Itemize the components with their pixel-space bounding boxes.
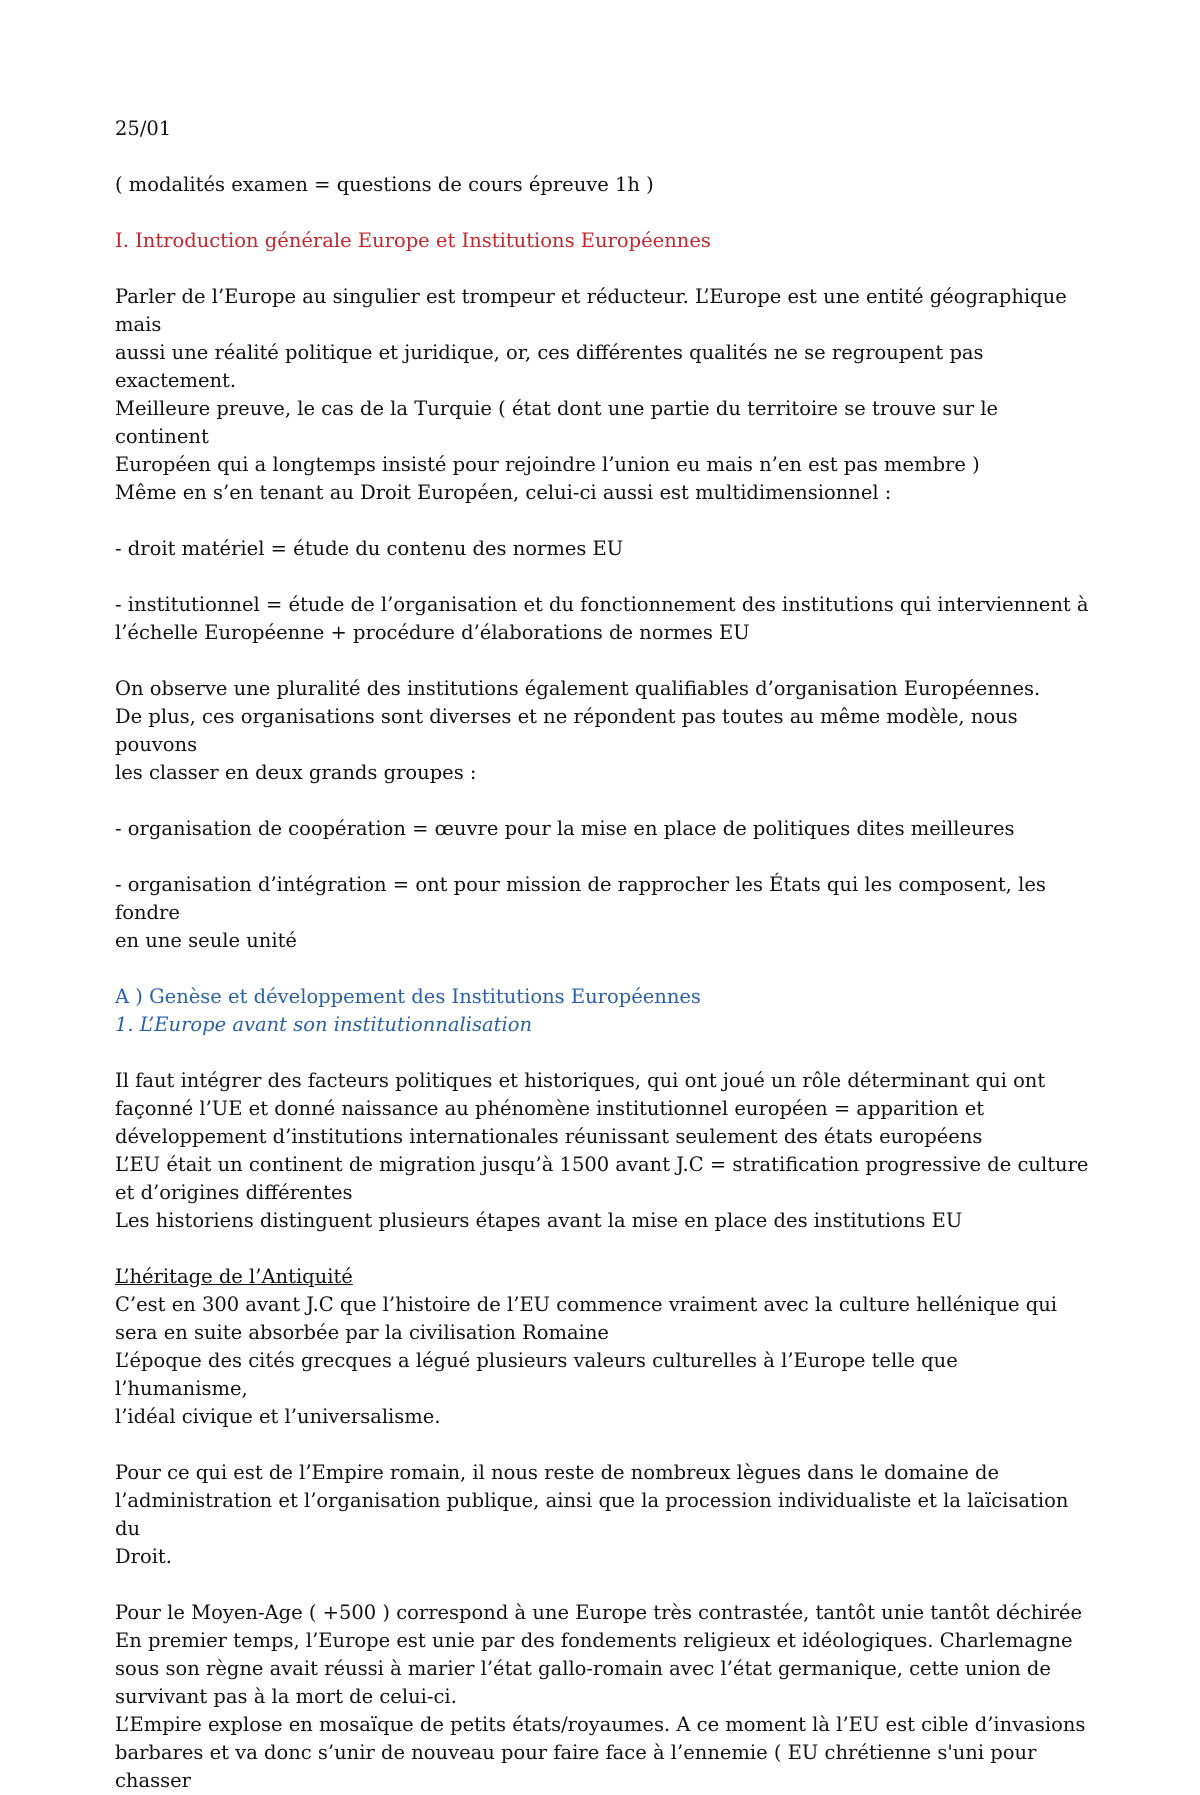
- paragraph-line: les classer en deux grands groupes :: [115, 761, 477, 784]
- paragraph-line: L’Empire explose en mosaïque de petits états/royaumes. A ce moment là l’EU est cible d’invasions: [115, 1713, 1086, 1736]
- paragraph-line: sera en suite absorbée par la civilisation Romaine: [115, 1321, 609, 1344]
- heritage-heading-text: L’héritage de l’Antiquité: [115, 1265, 353, 1288]
- bullet-institutionnel: [115, 591, 1095, 647]
- exam-note: ( modalités examen = questions de cours épreuve 1h ): [115, 173, 654, 196]
- paragraph-line: Pour ce qui est de l’Empire romain, il nous reste de nombreux lègues dans le domaine de: [115, 1461, 999, 1484]
- paragraph-pluralite: [115, 675, 1095, 787]
- section-a-heading: A ) Genèse et développement des Institutions Européennes: [115, 985, 701, 1008]
- section-1-heading: I. Introduction générale Europe et Institutions Européennes: [115, 229, 711, 252]
- paragraph-line: développement d’institutions internationales réunissant seulement des états européens: [115, 1125, 983, 1148]
- paragraph-line: l’échelle Européenne + procédure d’élaborations de normes EU: [115, 621, 750, 644]
- date-line: 25/01: [115, 117, 172, 140]
- paragraph-line: survivant pas à la mort de celui-ci.: [115, 1685, 457, 1708]
- paragraph-line: - organisation d’intégration = ont pour mission de rapprocher les États qui les composent, les fondre: [115, 873, 1046, 924]
- document-body: [115, 115, 1095, 1795]
- paragraph-moyen-age: [115, 1599, 1095, 1795]
- paragraph-line: en une seule unité: [115, 929, 297, 952]
- paragraph-antiquite: [115, 1291, 1095, 1431]
- paragraph-line: Les historiens distinguent plusieurs étapes avant la mise en place des institutions EU: [115, 1209, 963, 1232]
- paragraph-line: sous son règne avait réussi à marier l’état gallo-romain avec l’état germanique, cette union de: [115, 1657, 1051, 1680]
- paragraph-line: L’époque des cités grecques a légué plusieurs valeurs culturelles à l’Europe telle que l’humanisme,: [115, 1349, 958, 1400]
- paragraph-line: De plus, ces organisations sont diverses et ne répondent pas toutes au même modèle, nous pouvons: [115, 705, 1018, 756]
- bullet-droit-materiel: - droit matériel = étude du contenu des normes EU: [115, 537, 624, 560]
- paragraph-line: Droit.: [115, 1545, 172, 1568]
- paragraph-line: Meilleure preuve, le cas de la Turquie ( état dont une partie du territoire se trouve sur le continent: [115, 397, 999, 448]
- paragraph-empire-romain: [115, 1459, 1095, 1571]
- paragraph-line: Pour le Moyen-Age ( +500 ) correspond à une Europe très contrastée, tantôt unie tantôt déchirée: [115, 1601, 1083, 1624]
- paragraph-line: aussi une réalité politique et juridique, or, ces différentes qualités ne se regroupent pas exactement.: [115, 341, 984, 392]
- paragraph-line: façonné l’UE et donné naissance au phénomène institutionnel européen = apparition et: [115, 1097, 985, 1120]
- paragraph-facteurs: [115, 1067, 1095, 1235]
- paragraph-line: barbares et va donc s’unir de nouveau pour faire face à l’ennemie ( EU chrétienne s'uni pour chasser: [115, 1741, 1037, 1792]
- paragraph-line: - institutionnel = étude de l’organisation et du fonctionnement des institutions qui interviennent à: [115, 593, 1089, 616]
- paragraph-intro: [115, 283, 1095, 507]
- paragraph-line: L’EU était un continent de migration jusqu’à 1500 avant J.C = stratification progressive de culture: [115, 1153, 1089, 1176]
- paragraph-line: l’idéal civique et l’universalisme.: [115, 1405, 441, 1428]
- paragraph-line: Parler de l’Europe au singulier est trompeur et réducteur. L’Europe est une entité géographique mais: [115, 285, 1067, 336]
- paragraph-line: En premier temps, l’Europe est unie par des fondements religieux et idéologiques. Charlemagne: [115, 1629, 1073, 1652]
- section-a1-heading: 1. L’Europe avant son institutionnalisation: [115, 1013, 533, 1036]
- paragraph-line: C’est en 300 avant J.C que l’histoire de l’EU commence vraiment avec la culture hellénique qui: [115, 1293, 1058, 1316]
- bullet-cooperation: - organisation de coopération = œuvre pour la mise en place de politiques dites meilleures: [115, 817, 1015, 840]
- heritage-heading: [115, 1263, 1095, 1291]
- paragraph-line: et d’origines différentes: [115, 1181, 353, 1204]
- paragraph-line: l’administration et l’organisation publique, ainsi que la procession individualiste et la laïcisation du: [115, 1489, 1069, 1540]
- paragraph-line: On observe une pluralité des institutions également qualifiables d’organisation Européennes.: [115, 677, 1041, 700]
- bullet-integration: [115, 871, 1095, 955]
- paragraph-line: Européen qui a longtemps insisté pour rejoindre l’union eu mais n’en est pas membre ): [115, 453, 980, 476]
- paragraph-line: Même en s’en tenant au Droit Européen, celui-ci aussi est multidimensionnel :: [115, 481, 892, 504]
- paragraph-line: Il faut intégrer des facteurs politiques et historiques, qui ont joué un rôle déterminant qui ont: [115, 1069, 1046, 1092]
